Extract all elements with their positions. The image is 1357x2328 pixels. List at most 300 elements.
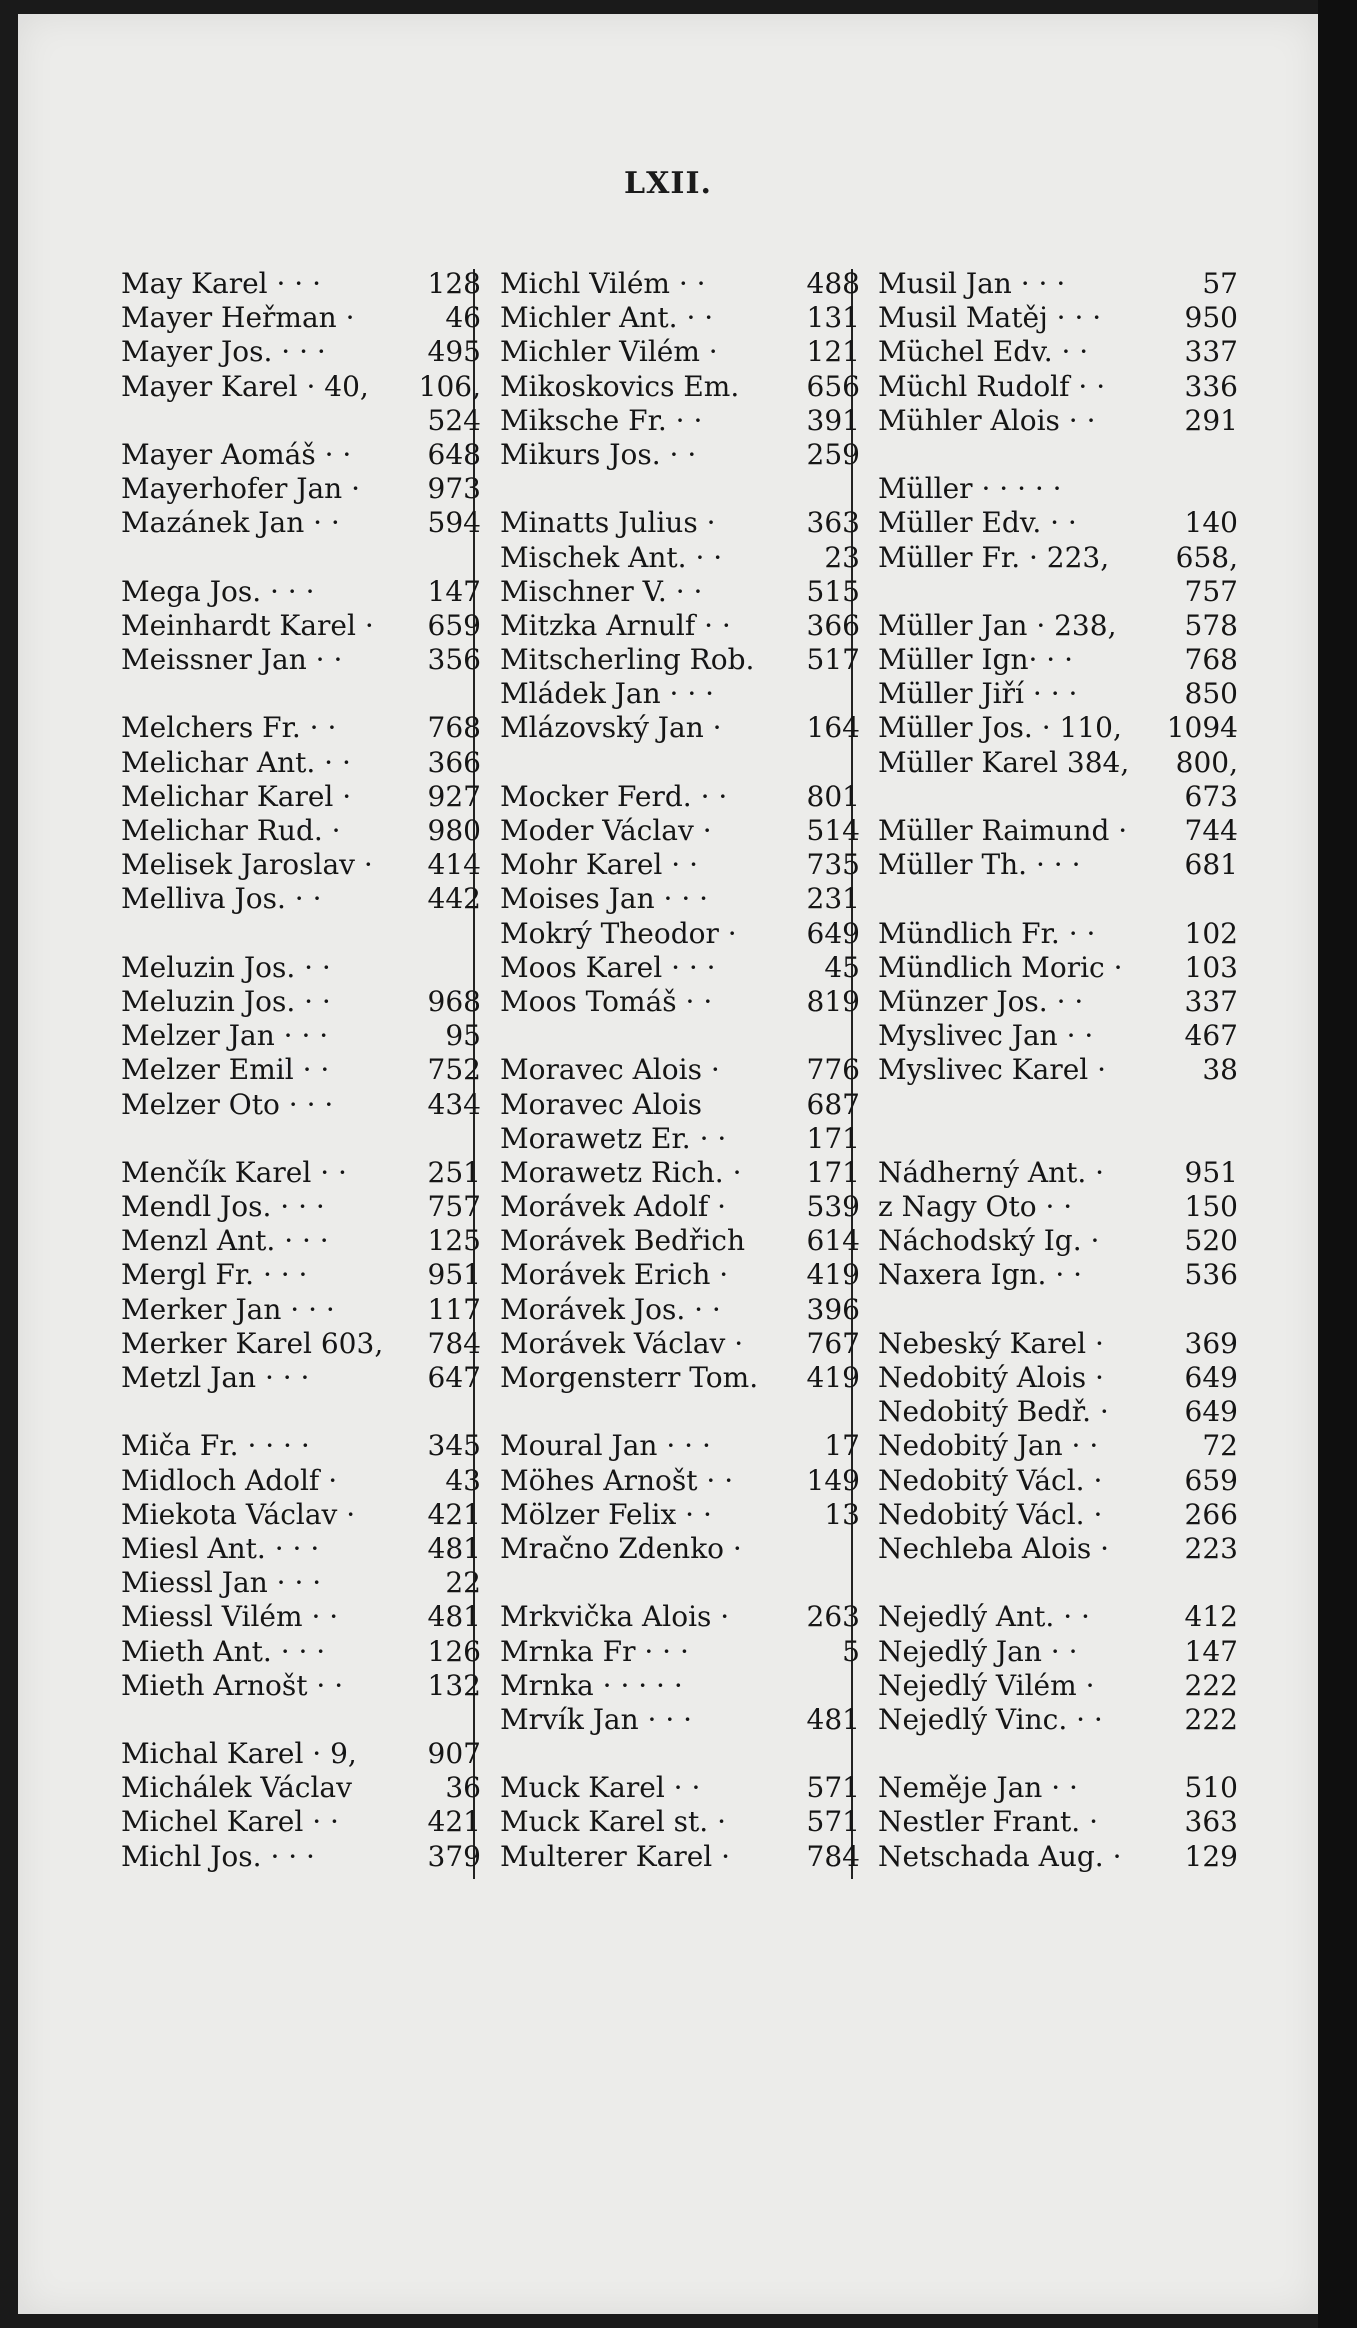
entry-name: Melzer Emil · · xyxy=(121,1053,330,1087)
entry-page-number: 222 xyxy=(1184,1668,1238,1702)
entry-name: Moises Jan · · · xyxy=(500,882,709,916)
entry-name: Myslivec Jan · · xyxy=(878,1019,1094,1053)
entry-page-number: 366 xyxy=(427,745,481,779)
entry-page-number: 13 xyxy=(824,1497,860,1531)
index-entry xyxy=(500,370,860,404)
index-entry xyxy=(500,404,860,438)
index-entry xyxy=(878,1088,1238,1122)
entry-name: Mohr Karel · · xyxy=(500,848,698,882)
index-entry xyxy=(121,711,481,745)
entry-page-number: 129 xyxy=(1184,1839,1238,1873)
entry-page-number: 681 xyxy=(1184,848,1238,882)
entry-name: Nebeský Karel · xyxy=(878,1326,1104,1360)
entry-page-number: 291 xyxy=(1184,403,1238,437)
entry-page-number: 414 xyxy=(427,848,481,882)
index-entry xyxy=(878,643,1238,677)
entry-name: Moravec Alois xyxy=(500,1087,702,1121)
index-entry xyxy=(500,1122,860,1156)
index-entry xyxy=(500,1190,860,1224)
entry-page-number: 125 xyxy=(427,1224,481,1258)
entry-name: Nádherný Ant. · xyxy=(878,1155,1105,1189)
entry-page-number: 412 xyxy=(1184,1600,1238,1634)
entry-page-number: 150 xyxy=(1184,1190,1238,1224)
entry-name: Mölzer Felix · · xyxy=(500,1497,712,1531)
entry-name: Mendl Jos. · · · xyxy=(121,1190,325,1224)
entry-page-number: 259 xyxy=(806,437,860,471)
entry-page-number: 337 xyxy=(1184,335,1238,369)
entry-page-number: 103 xyxy=(1184,950,1238,984)
entry-name: Mündlich Moric · xyxy=(878,950,1123,984)
entry-page-number: 673 xyxy=(1184,779,1238,813)
entry-name: Mayer Aomáš · · xyxy=(121,437,352,471)
index-entry xyxy=(121,472,481,506)
index-entry xyxy=(878,882,1238,916)
index-entry xyxy=(500,1600,860,1634)
entry-page-number: 38 xyxy=(1202,1053,1238,1087)
index-entry xyxy=(121,1703,481,1737)
index-entry xyxy=(500,267,860,301)
entry-name: Mokrý Theodor · xyxy=(500,916,737,950)
index-entry xyxy=(500,506,860,540)
index-entry xyxy=(500,746,860,780)
entry-name: Müller Th. · · · xyxy=(878,848,1081,882)
index-entry xyxy=(878,575,1238,609)
entry-name: Mrnka Fr · · · xyxy=(500,1634,689,1668)
entry-name: Melichar Karel · xyxy=(121,779,352,813)
index-entry xyxy=(121,541,481,575)
entry-page-number: 263 xyxy=(806,1600,860,1634)
entry-name: Morávek Bedřich xyxy=(500,1224,745,1258)
index-entry xyxy=(878,1293,1238,1327)
index-entry xyxy=(878,609,1238,643)
entry-page-number: 510 xyxy=(1184,1771,1238,1805)
entry-page-number: 1094 xyxy=(1166,711,1238,745)
entry-page-number: 379 xyxy=(427,1839,481,1873)
entry-name: Müller Jos. · 110, xyxy=(878,711,1122,745)
index-entry xyxy=(121,1737,481,1771)
index-entry xyxy=(878,1498,1238,1532)
entry-name: Michálek Václav xyxy=(121,1771,352,1805)
entry-name: Michal Karel · 9, xyxy=(121,1737,357,1771)
entry-name: Miksche Fr. · · xyxy=(500,403,703,437)
entry-name: Michl Jos. · · · xyxy=(121,1839,315,1873)
entry-page-number: 539 xyxy=(806,1190,860,1224)
index-entry xyxy=(121,643,481,677)
index-entry xyxy=(121,1669,481,1703)
index-entry xyxy=(121,404,481,438)
entry-name: Melichar Rud. · xyxy=(121,814,341,847)
index-entry xyxy=(121,1771,481,1805)
index-entry xyxy=(878,1669,1238,1703)
entry-name: Mergl Fr. · · · xyxy=(121,1258,308,1292)
entry-page-number: 578 xyxy=(1184,608,1238,642)
entry-name: Netschada Aug. · xyxy=(878,1839,1122,1873)
entry-page-number: 488 xyxy=(806,267,860,300)
index-entry xyxy=(500,882,860,916)
entry-name: Moravec Alois · xyxy=(500,1053,720,1087)
entry-name: Melzer Jan · · · xyxy=(121,1019,329,1053)
entry-page-number: 658, xyxy=(1175,540,1238,574)
index-entry xyxy=(121,438,481,472)
entry-name: z Nagy Oto · · xyxy=(878,1190,1073,1224)
index-entry xyxy=(121,1190,481,1224)
entry-page-number: 131 xyxy=(806,301,860,335)
index-entry xyxy=(121,814,481,848)
index-entry xyxy=(878,1327,1238,1361)
index-entry xyxy=(500,1088,860,1122)
index-entry xyxy=(878,1258,1238,1292)
index-entry xyxy=(500,985,860,1019)
index-entry xyxy=(878,1771,1238,1805)
entry-name: Mrkvička Alois · xyxy=(500,1600,730,1634)
index-entry xyxy=(500,1532,860,1566)
entry-page-number: 647 xyxy=(427,1361,481,1394)
entry-page-number: 419 xyxy=(806,1258,860,1292)
entry-page-number: 980 xyxy=(427,814,481,847)
index-entry xyxy=(500,1737,860,1771)
index-entry xyxy=(500,335,860,369)
index-entry xyxy=(121,1805,481,1839)
index-entry xyxy=(121,677,481,711)
entry-name: Menčík Karel · · xyxy=(121,1155,347,1189)
index-entry xyxy=(500,1429,860,1463)
entry-name: Müller Ign· · · xyxy=(878,643,1073,677)
index-entry xyxy=(500,1258,860,1292)
entry-name: Miekota Václav · xyxy=(121,1497,356,1531)
index-entry xyxy=(500,1805,860,1839)
entry-page-number: 514 xyxy=(806,814,860,847)
index-entry xyxy=(500,917,860,951)
index-entry xyxy=(500,1224,860,1258)
entry-page-number: 801 xyxy=(806,779,860,813)
entry-name: Melzer Oto · · · xyxy=(121,1087,334,1121)
index-entry xyxy=(500,1053,860,1087)
index-entry xyxy=(121,1635,481,1669)
index-entry xyxy=(878,917,1238,951)
entry-name: Meinhardt Karel · xyxy=(121,608,374,642)
index-entry xyxy=(500,438,860,472)
index-entry xyxy=(500,848,860,882)
index-entry xyxy=(878,951,1238,985)
index-entry xyxy=(500,643,860,677)
entry-name: Mieth Arnošt · · xyxy=(121,1668,344,1702)
entry-name: Neměje Jan · · xyxy=(878,1771,1078,1805)
index-entry xyxy=(121,780,481,814)
entry-page-number: 648 xyxy=(427,437,481,471)
entry-page-number: 481 xyxy=(806,1702,860,1736)
entry-page-number: 687 xyxy=(806,1087,860,1121)
index-entry xyxy=(121,1840,481,1874)
index-entry xyxy=(500,1498,860,1532)
index-entry xyxy=(878,814,1238,848)
entry-name: Mikurs Jos. · · xyxy=(500,437,697,471)
entry-name: Muck Karel · · xyxy=(500,1771,701,1805)
index-entry xyxy=(878,335,1238,369)
entry-name: Nejedlý Ant. · · xyxy=(878,1600,1090,1634)
entry-name: Melchers Fr. · · xyxy=(121,711,337,745)
entry-name: Mitscherling Rob. xyxy=(500,643,755,677)
entry-name: Morávek Jos. · · xyxy=(500,1292,721,1326)
index-entry xyxy=(878,1156,1238,1190)
index-column-3 xyxy=(878,267,1238,1874)
entry-page-number: 968 xyxy=(427,984,481,1018)
entry-page-number: 391 xyxy=(806,403,860,437)
index-entry xyxy=(878,267,1238,301)
entry-page-number: 973 xyxy=(427,472,481,506)
entry-page-number: 659 xyxy=(427,608,481,642)
entry-name: Moos Karel · · · xyxy=(500,950,716,984)
entry-name: Miessl Vilém · · xyxy=(121,1600,339,1634)
entry-page-number: 222 xyxy=(1184,1702,1238,1736)
index-entry xyxy=(500,1156,860,1190)
index-entry xyxy=(878,1840,1238,1874)
index-entry xyxy=(121,1566,481,1600)
entry-page-number: 442 xyxy=(427,882,481,916)
entry-name: Mitzka Arnulf · · xyxy=(500,608,731,642)
entry-page-number: 784 xyxy=(806,1839,860,1873)
entry-name: Michler Ant. · · xyxy=(500,301,714,335)
entry-name: Nejedlý Jan · · xyxy=(878,1634,1078,1668)
index-column-1 xyxy=(121,267,481,1874)
entry-page-number: 366 xyxy=(806,608,860,642)
entry-page-number: 223 xyxy=(1184,1531,1238,1565)
entry-name: Multerer Karel · xyxy=(500,1839,731,1873)
entry-page-number: 571 xyxy=(806,1805,860,1839)
entry-name: Myslivec Karel · xyxy=(878,1053,1107,1087)
index-entry xyxy=(878,1361,1238,1395)
entry-page-number: 95 xyxy=(445,1019,481,1053)
entry-page-number: 345 xyxy=(427,1429,481,1463)
entry-page-number: 106, xyxy=(418,369,481,403)
entry-name: Mračno Zdenko · xyxy=(500,1531,742,1565)
index-entry xyxy=(121,1429,481,1463)
entry-name: May Karel · · · xyxy=(121,267,322,300)
entry-page-number: 251 xyxy=(427,1155,481,1189)
index-entry xyxy=(878,438,1238,472)
index-entry xyxy=(878,848,1238,882)
entry-name: Möhes Arnošt · · xyxy=(500,1463,734,1497)
entry-name: Metzl Jan · · · xyxy=(121,1361,310,1394)
entry-page-number: 800, xyxy=(1175,745,1238,779)
entry-page-number: 147 xyxy=(427,574,481,608)
index-entry xyxy=(500,541,860,575)
index-entry xyxy=(500,780,860,814)
entry-page-number: 140 xyxy=(1184,506,1238,540)
entry-page-number: 23 xyxy=(824,540,860,574)
index-entry xyxy=(121,575,481,609)
entry-page-number: 266 xyxy=(1184,1497,1238,1531)
index-entry xyxy=(121,951,481,985)
entry-name: Michel Karel · · xyxy=(121,1805,339,1839)
entry-name: Melliva Jos. · · xyxy=(121,882,322,916)
index-entry xyxy=(878,1429,1238,1463)
entry-name: Mrvík Jan · · · xyxy=(500,1702,693,1736)
index-entry xyxy=(121,370,481,404)
index-entry xyxy=(121,1498,481,1532)
entry-name: Müchel Edv. · · xyxy=(878,335,1089,369)
entry-page-number: 336 xyxy=(1184,369,1238,403)
entry-name: Mieth Ant. · · · xyxy=(121,1634,326,1668)
index-entry xyxy=(878,1703,1238,1737)
entry-name: Moural Jan · · · xyxy=(500,1429,711,1463)
entry-name: Naxera Ign. · · xyxy=(878,1258,1083,1292)
entry-name: Morávek Erich · xyxy=(500,1258,729,1292)
entry-name: Mühler Alois · · xyxy=(878,403,1096,437)
index-entry xyxy=(878,711,1238,745)
entry-name: Nechleba Alois · xyxy=(878,1531,1109,1565)
entry-page-number: 757 xyxy=(1184,574,1238,608)
page xyxy=(18,14,1318,2314)
entry-page-number: 520 xyxy=(1184,1224,1238,1258)
entry-page-number: 767 xyxy=(806,1326,860,1360)
entry-page-number: 171 xyxy=(806,1155,860,1189)
index-entry xyxy=(500,1840,860,1874)
index-entry xyxy=(500,1566,860,1600)
index-entry xyxy=(500,1293,860,1327)
entry-name: Midloch Adolf · xyxy=(121,1463,338,1497)
index-entry xyxy=(121,1224,481,1258)
entry-name: Mayer Jos. · · · xyxy=(121,335,326,369)
entry-name: Merker Karel 603, xyxy=(121,1326,384,1360)
entry-page-number: 231 xyxy=(806,882,860,916)
entry-page-number: 467 xyxy=(1184,1019,1238,1053)
index-entry xyxy=(500,472,860,506)
entry-page-number: 907 xyxy=(427,1737,481,1771)
entry-name: Mayer Karel · 40, xyxy=(121,369,369,403)
entry-name: Nedobitý Jan · · xyxy=(878,1429,1099,1463)
index-entry xyxy=(121,1156,481,1190)
index-entry xyxy=(121,848,481,882)
entry-name: Müller Karel 384, xyxy=(878,745,1130,779)
entry-page-number: 36 xyxy=(445,1771,481,1805)
entry-page-number: 951 xyxy=(1184,1155,1238,1189)
index-entry xyxy=(121,1464,481,1498)
entry-name: Mündlich Fr. · · xyxy=(878,916,1096,950)
index-entry xyxy=(500,1361,860,1395)
entry-name: Miesl Ant. · · · xyxy=(121,1531,320,1565)
entry-page-number: 117 xyxy=(427,1292,481,1326)
entry-name: Minatts Julius · xyxy=(500,506,716,540)
entry-name: Melisek Jaroslav · xyxy=(121,848,373,882)
entry-page-number: 735 xyxy=(806,848,860,882)
entry-page-number: 819 xyxy=(806,984,860,1018)
index-entry xyxy=(121,506,481,540)
entry-name: Müller Raimund · xyxy=(878,814,1128,847)
entry-name: Müller · · · · · xyxy=(878,472,1062,506)
index-entry xyxy=(500,609,860,643)
index-entry xyxy=(500,1464,860,1498)
entry-page-number: 22 xyxy=(445,1566,481,1600)
index-entry xyxy=(878,541,1238,575)
entry-name: Mega Jos. · · · xyxy=(121,574,315,608)
index-entry xyxy=(500,1327,860,1361)
entry-name: Nedobitý Václ. · xyxy=(878,1463,1103,1497)
entry-name: Nedobitý Václ. · xyxy=(878,1497,1103,1531)
index-entry xyxy=(121,1327,481,1361)
scan-edge xyxy=(1318,0,1357,2328)
entry-page-number: 776 xyxy=(806,1053,860,1087)
entry-name: Morawetz Rich. · xyxy=(500,1155,742,1189)
entry-page-number: 850 xyxy=(1184,677,1238,711)
entry-name: Musil Jan · · · xyxy=(878,267,1066,300)
index-entry xyxy=(878,1190,1238,1224)
entry-name: Nejedlý Vilém · xyxy=(878,1668,1095,1702)
index-entry xyxy=(121,609,481,643)
index-entry xyxy=(500,1703,860,1737)
entry-page-number: 171 xyxy=(806,1121,860,1155)
entry-page-number: 356 xyxy=(427,643,481,677)
index-entry xyxy=(500,677,860,711)
entry-page-number: 363 xyxy=(806,506,860,540)
index-entry xyxy=(121,1600,481,1634)
entry-name: Nedobitý Alois · xyxy=(878,1361,1104,1394)
index-entry xyxy=(878,472,1238,506)
entry-name: Musil Matěj · · · xyxy=(878,301,1102,335)
entry-page-number: 515 xyxy=(806,574,860,608)
index-entry xyxy=(878,404,1238,438)
entry-page-number: 757 xyxy=(427,1190,481,1224)
index-column-2 xyxy=(500,267,860,1874)
index-entry xyxy=(500,1771,860,1805)
entry-page-number: 17 xyxy=(824,1429,860,1463)
index-entry xyxy=(878,1395,1238,1429)
entry-name: Merker Jan · · · xyxy=(121,1292,335,1326)
entry-page-number: 369 xyxy=(1184,1326,1238,1360)
index-entry xyxy=(121,301,481,335)
entry-name: Meluzin Jos. · · xyxy=(121,984,331,1018)
entry-name: Náchodský Ig. · xyxy=(878,1224,1100,1258)
index-entry xyxy=(121,1532,481,1566)
entry-page-number: 951 xyxy=(427,1258,481,1292)
entry-page-number: 768 xyxy=(1184,643,1238,677)
entry-name: Münzer Jos. · · xyxy=(878,984,1084,1018)
index-entry xyxy=(121,1053,481,1087)
entry-page-number: 656 xyxy=(806,369,860,403)
index-entry xyxy=(878,1464,1238,1498)
entry-page-number: 149 xyxy=(806,1463,860,1497)
entry-name: Morávek Adolf · xyxy=(500,1190,726,1224)
entry-name: Mlázovský Jan · xyxy=(500,711,722,745)
entry-page-number: 121 xyxy=(806,335,860,369)
entry-name: Müller Jiří · · · xyxy=(878,677,1078,711)
entry-page-number: 128 xyxy=(427,267,481,300)
entry-name: Melichar Ant. · · xyxy=(121,745,351,779)
index-entry xyxy=(878,301,1238,335)
entry-name: Nestler Frant. · xyxy=(878,1805,1098,1839)
entry-name: Mikoskovics Em. xyxy=(500,369,740,403)
index-entry xyxy=(500,1635,860,1669)
entry-page-number: 481 xyxy=(427,1600,481,1634)
entry-name: Müchl Rudolf · · xyxy=(878,369,1106,403)
entry-name: Müller Edv. · · xyxy=(878,506,1077,540)
index-entry xyxy=(500,1669,860,1703)
index-entry xyxy=(121,1258,481,1292)
entry-page-number: 45 xyxy=(824,950,860,984)
index-entry xyxy=(121,1122,481,1156)
entry-page-number: 614 xyxy=(806,1224,860,1258)
entry-page-number: 517 xyxy=(806,643,860,677)
index-entry xyxy=(878,780,1238,814)
entry-page-number: 571 xyxy=(806,1771,860,1805)
entry-name: Nejedlý Vinc. · · xyxy=(878,1702,1103,1736)
entry-page-number: 744 xyxy=(1184,814,1238,847)
index-entry xyxy=(878,1019,1238,1053)
entry-name: Mrnka · · · · · xyxy=(500,1668,683,1702)
entry-page-number: 950 xyxy=(1184,301,1238,335)
entry-page-number: 421 xyxy=(427,1805,481,1839)
entry-page-number: 768 xyxy=(427,711,481,745)
entry-name: Mazánek Jan · · xyxy=(121,506,340,540)
